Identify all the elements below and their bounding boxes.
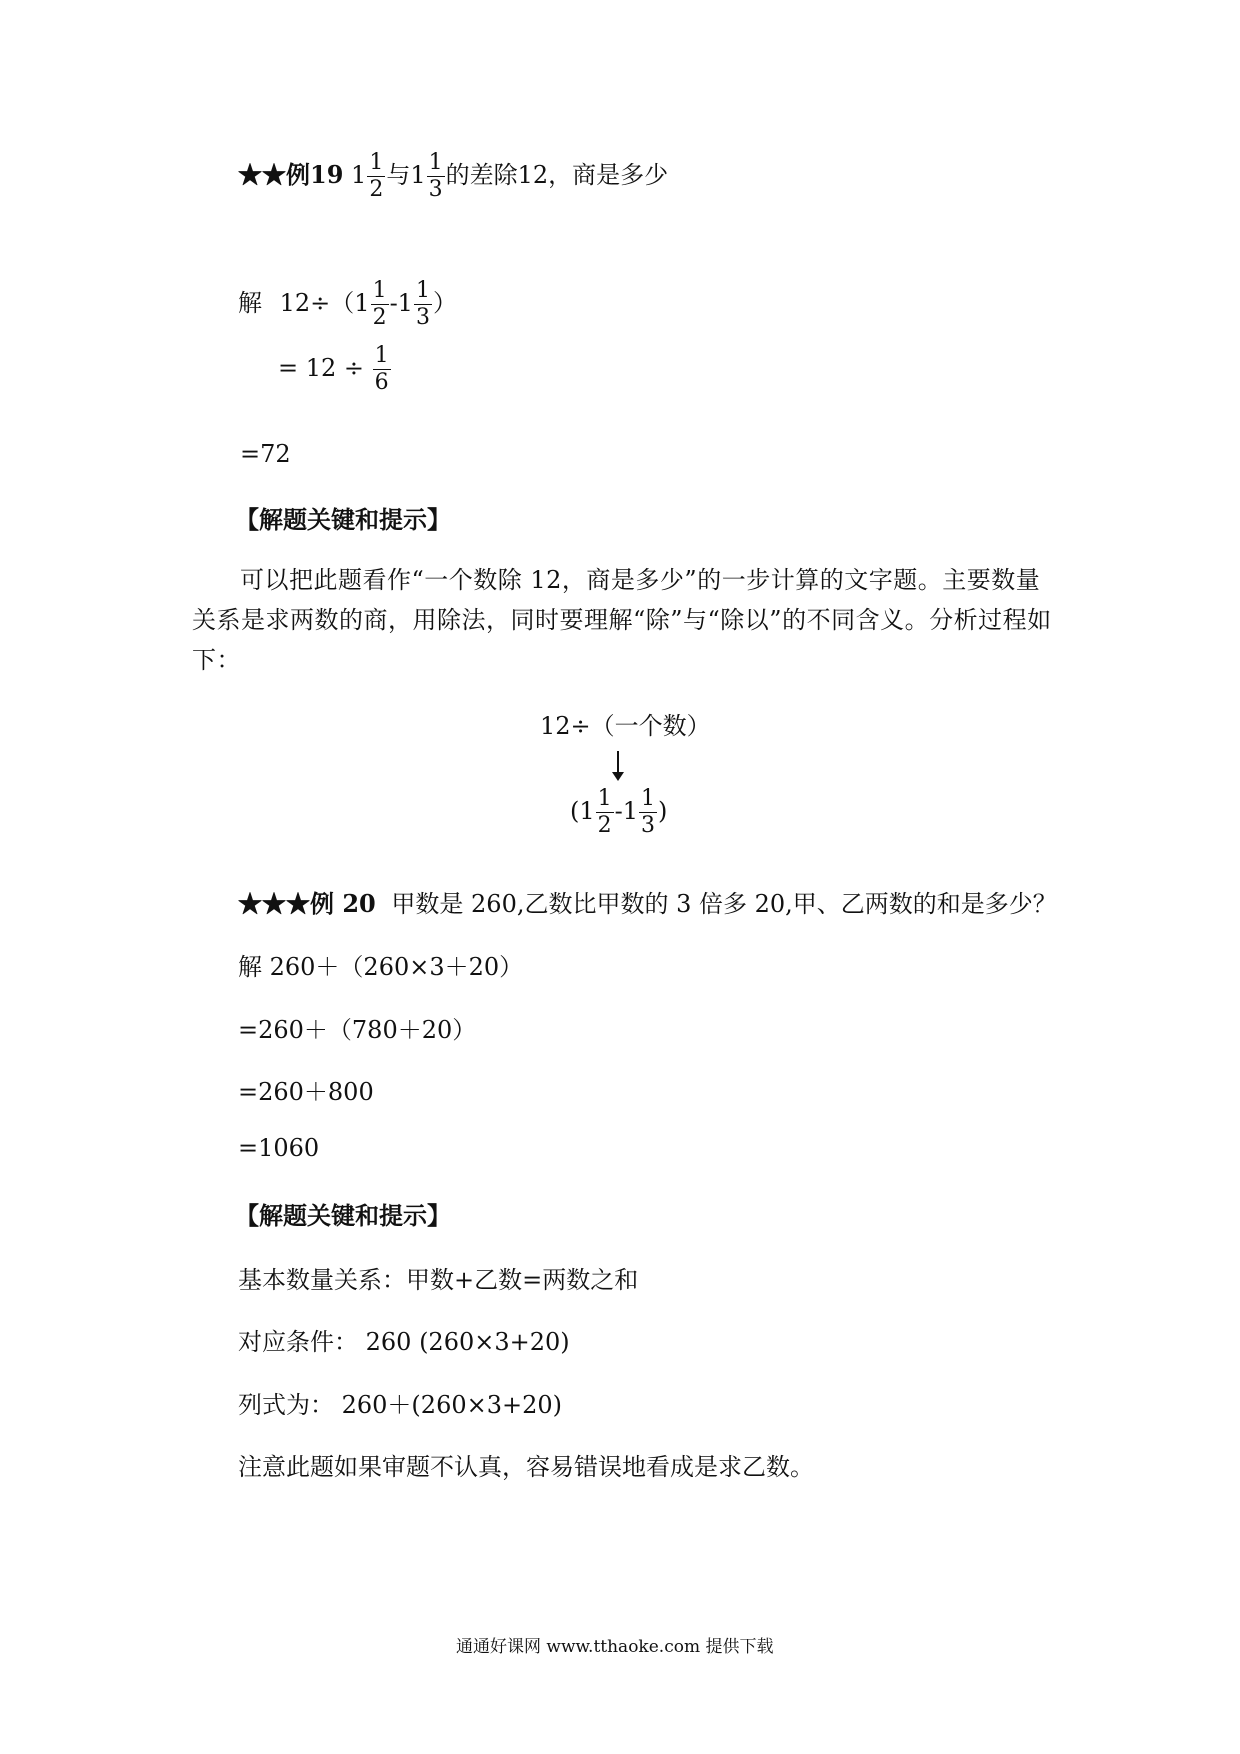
difficulty-stars: ★★★ [238,889,310,918]
fraction [639,788,657,837]
solution-20-line-1: 解 260＋（260×3＋20） [238,953,524,981]
example-19-title [238,152,668,201]
question-text: 的差除12，商是多少 [445,161,669,189]
solution-20-line-2: =260＋（780＋20） [238,1016,477,1044]
fraction-numerator: 1 [641,786,656,811]
fraction-numerator: 1 [597,786,612,811]
solution-20-line-3: =260＋800 [238,1078,374,1106]
fraction-denominator: 3 [428,177,443,202]
hint-note: 注意此题如果审题不认真，容易错误地看成是求乙数。 [238,1453,814,1481]
fraction-denominator: 3 [415,305,430,330]
expression-start: = 12 ÷ [278,354,365,382]
expression-mid: -1 [389,289,413,317]
fraction [367,152,385,201]
mixed-number-whole: 1 [351,161,367,189]
fraction [414,280,432,329]
fraction-denominator: 2 [597,813,612,838]
example-20-title [238,884,1057,919]
connector-text: 与 [386,161,411,189]
fraction-numerator: 1 [428,150,443,175]
fraction-denominator: 6 [374,370,389,395]
expression-end: ) [658,797,668,825]
down-arrow-icon [617,751,619,775]
fraction [427,152,445,201]
hint-conditions: 对应条件： 260 (260×3+20) [238,1328,570,1356]
fraction-numerator: 1 [369,150,384,175]
expression-mid: -1 [614,797,639,825]
hint-heading: 【解题关键和提示】 [235,1201,451,1230]
hint-paragraph: 可以把此题看作“一个数除 12，商是多少”的一步计算的文字题。主要数量关系是求两数的商，用除法，同时要理解“除”与“除以”的不同含义。分析过程如下： [192,566,1052,674]
diagram-bottom [570,788,667,837]
solution-19-line-3: =72 [240,440,291,468]
fraction [373,345,391,394]
fraction-numerator: 1 [415,278,430,303]
solution-prefix: 解 [238,289,262,317]
fraction-numerator: 1 [374,343,389,368]
hint-heading: 【解题关键和提示】 [235,505,451,534]
question-text: 甲数是 260,乙数比甲数的 3 倍多 20,甲、乙两数的和是多少？ [391,890,1057,918]
example-label: 例19 [286,160,344,189]
page-footer: 通通好课网 www.tthaoke.com 提供下载 [456,1637,774,1657]
solution-19-line-2 [278,345,392,394]
fraction [596,788,614,837]
expression-start: (1 [570,797,595,825]
fraction-denominator: 3 [641,813,656,838]
expression-start: 12÷（1 [279,289,370,317]
fraction-denominator: 2 [369,177,384,202]
solution-20-line-4: =1060 [238,1134,320,1162]
solution-19-line-1 [238,280,457,329]
hint-formula: 列式为： 260＋(260×3+20) [238,1391,562,1419]
hint-relation: 基本数量关系：甲数+乙数=两数之和 [238,1266,639,1294]
fraction [371,280,389,329]
fraction-numerator: 1 [372,278,387,303]
mixed-number-whole: 1 [410,161,426,189]
expression-end: ） [432,289,457,317]
example-label: 例 20 [310,889,376,918]
difficulty-stars: ★★ [238,160,286,189]
fraction-denominator: 2 [372,305,387,330]
diagram-top: 12÷（一个数） [540,712,711,740]
